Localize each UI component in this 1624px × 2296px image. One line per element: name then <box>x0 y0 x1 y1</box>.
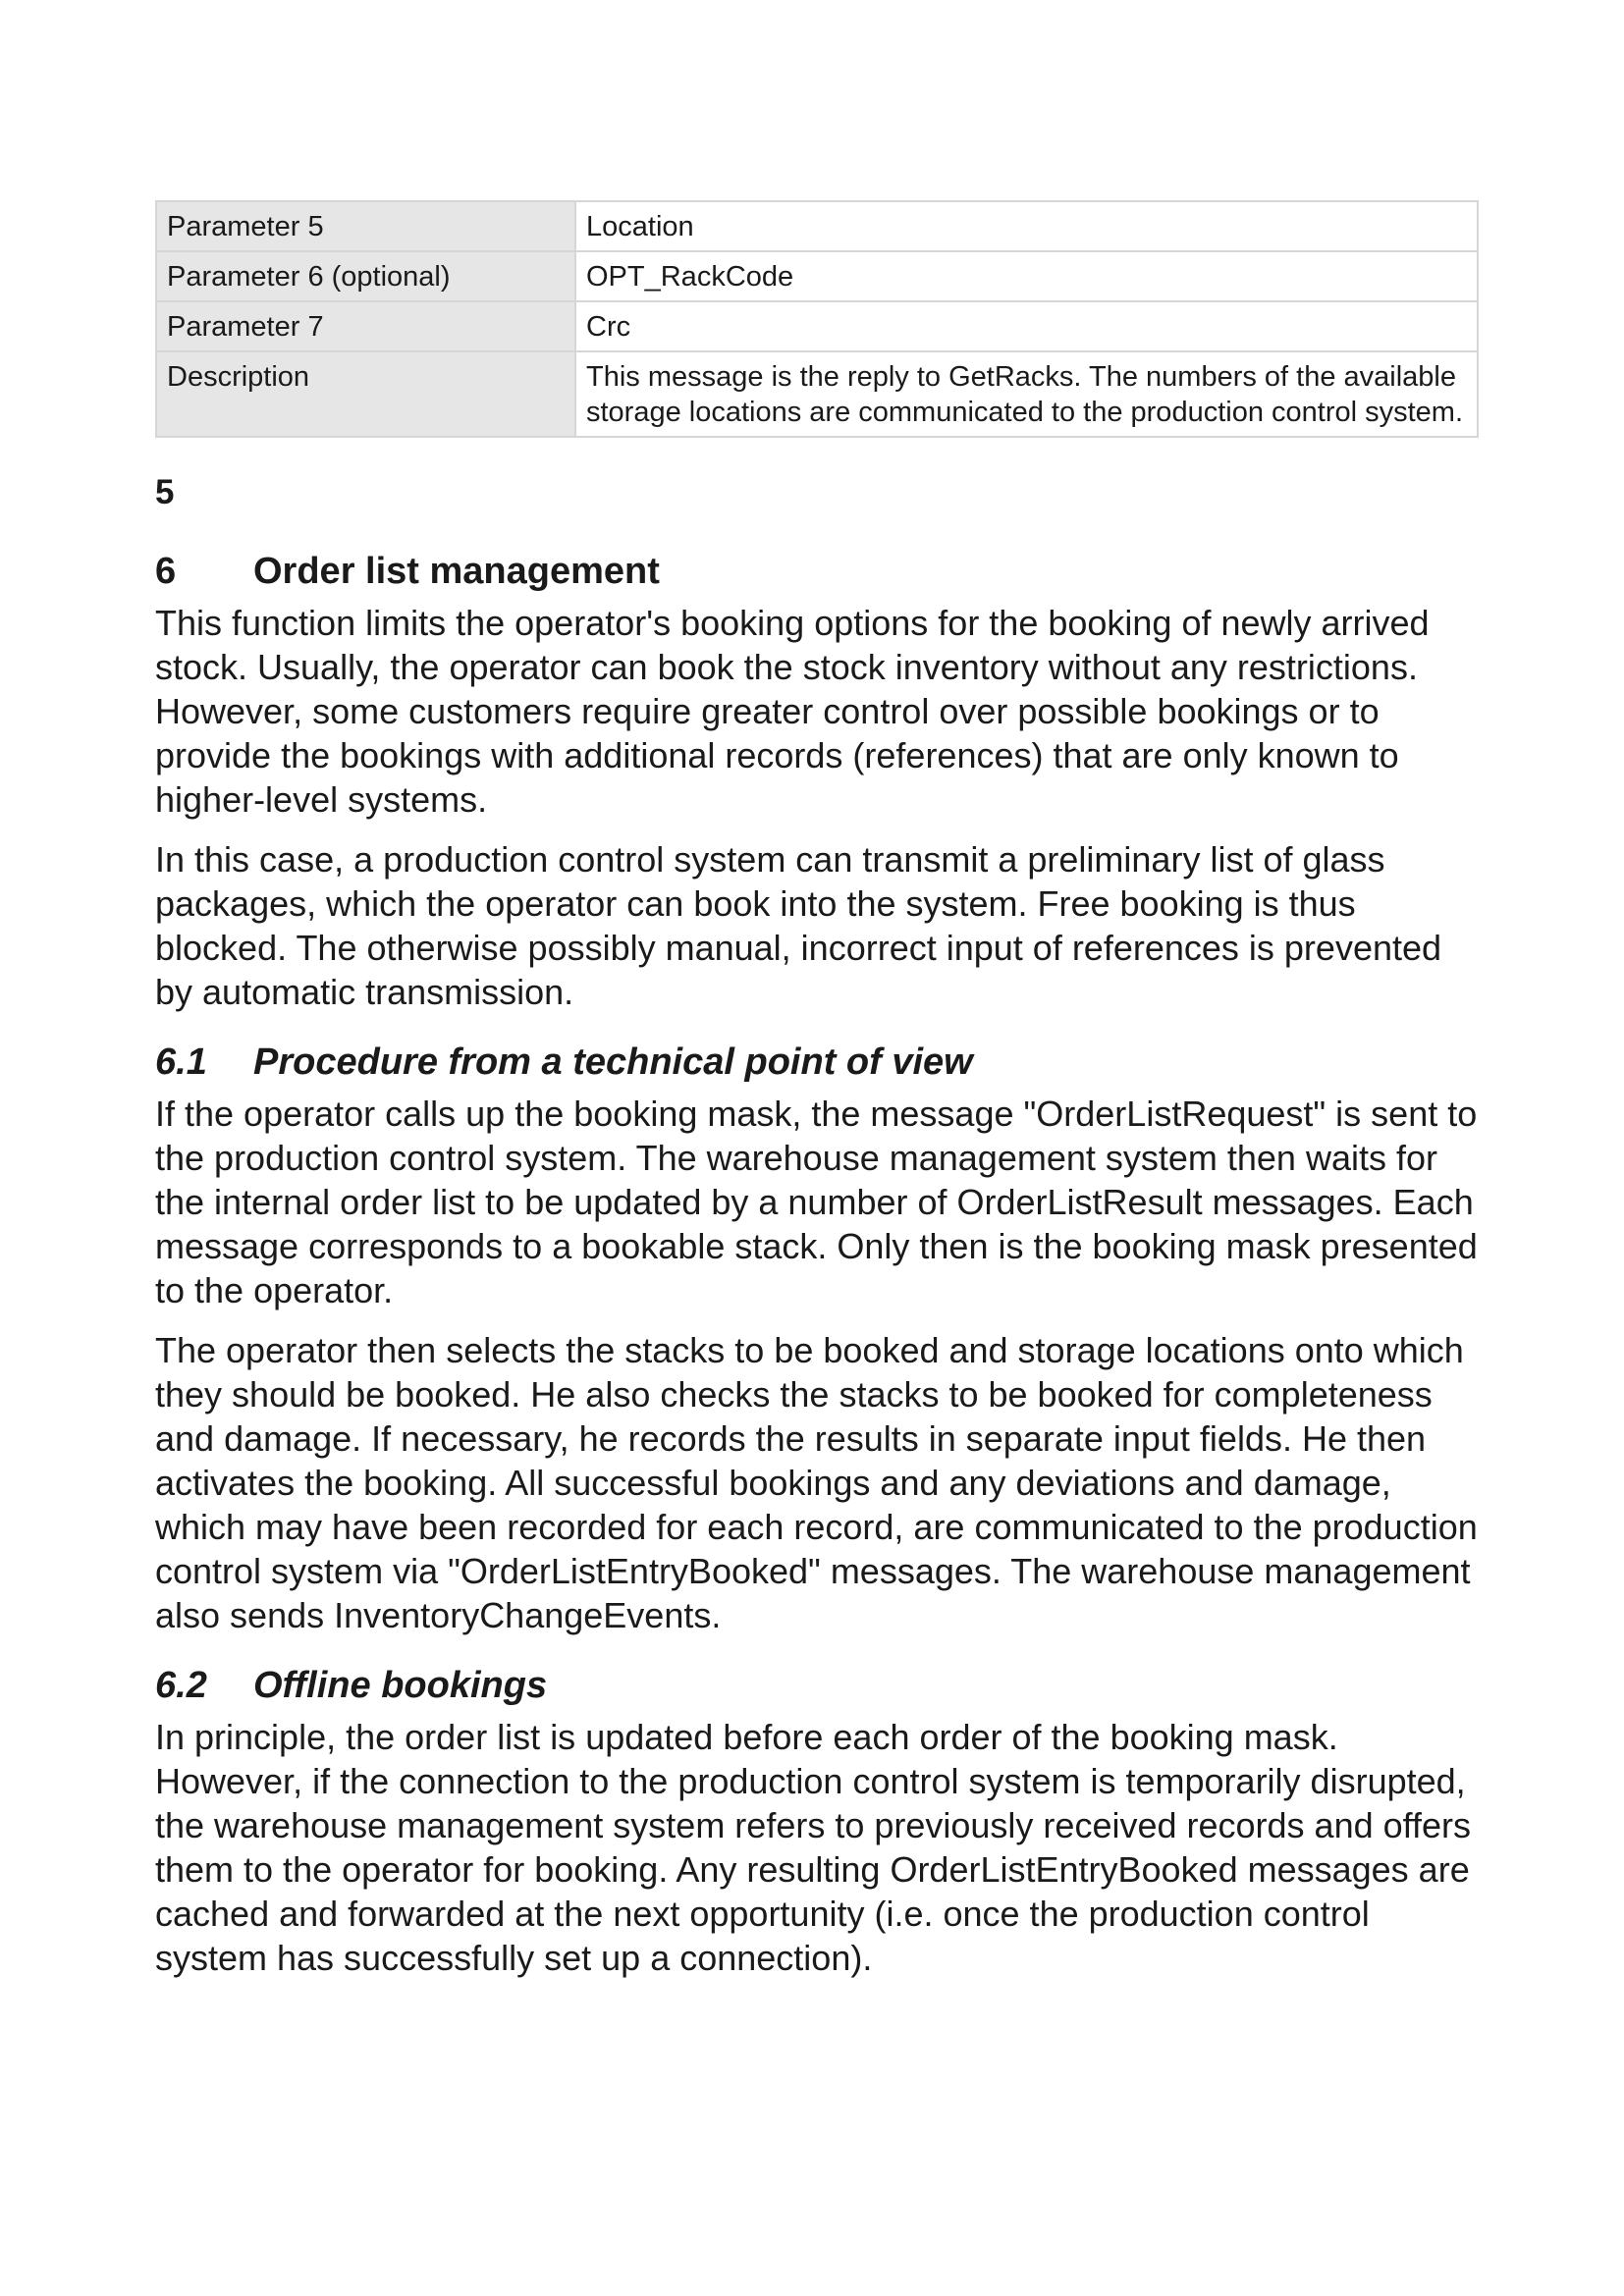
table-cell-value: Location <box>575 201 1478 251</box>
table-cell-value: OPT_RackCode <box>575 251 1478 301</box>
table-row <box>156 251 1478 301</box>
body-paragraph: If the operator calls up the booking mask, the message "OrderListRequest" is sent to the production control system. The warehouse management system then waits for the internal order list to be updated by a number of OrderListResult messages. Each message corresponds to a bookable stack. Only then is the booking mask presented to the operator. <box>155 1094 1478 1310</box>
section-heading <box>155 547 1481 596</box>
subsection-number: 6.2 <box>155 1665 207 1706</box>
document-page <box>155 200 1481 1996</box>
subsection-title: Offline bookings <box>253 1665 548 1706</box>
subsection-title: Procedure from a technical point of view <box>253 1041 973 1083</box>
section-title: Order list management <box>253 551 660 592</box>
table-cell-key: Parameter 6 (optional) <box>156 251 575 301</box>
table-row <box>156 351 1478 437</box>
body-paragraph: The operator then selects the stacks to be booked and storage locations onto which they should be booked. He also checks the stacks to be booked for completeness and damage. If necessary, he records the results in separate input fields. He then activates the booking. All successful bookings and any deviations and damage, which may have been recorded for each record, are communicated to the production control system via "OrderListEntryBooked" messages. The warehouse management also sends InventoryChangeEvents. <box>155 1330 1478 1635</box>
table-cell-key: Description <box>156 351 575 437</box>
body-paragraph: In principle, the order list is updated before each order of the booking mask. However, if the connection to the production control system is temporarily disrupted, the warehouse management system refers to previously received records and offers them to the operator for booking. Any resulting OrderListEntryBooked messages are cached and forwarded at the next opportunity (i.e. once the production control system has successfully set up a connection). <box>155 1717 1471 1978</box>
table-cell-value: Crc <box>575 301 1478 351</box>
table-cell-key: Parameter 5 <box>156 201 575 251</box>
section-number: 6 <box>155 551 177 592</box>
subsection-heading <box>155 1661 1481 1710</box>
table-cell-key: Parameter 7 <box>156 301 575 351</box>
subsection-number: 6.1 <box>155 1041 207 1083</box>
stray-section-number: 5 <box>155 473 175 511</box>
body-paragraph: This function limits the operator's booking options for the booking of newly arrived stock. Usually, the operator can book the stock inventory without any restrictions. However, some customers require greater control over possible bookings or to provide the bookings with additional records (references) that are only known to higher-level systems. <box>155 603 1430 820</box>
table-row <box>156 201 1478 251</box>
table-row <box>156 301 1478 351</box>
parameter-table <box>155 200 1479 438</box>
subsection-heading <box>155 1038 1481 1087</box>
body-paragraph: In this case, a production control system can transmit a preliminary list of glass packages, which the operator can book into the system. Free booking is thus blocked. The otherwise possibly manual, incorrect input of references is prevented by automatic transmission. <box>155 839 1442 1012</box>
table-cell-value: This message is the reply to GetRacks. The numbers of the available storage locations are communicated to the production control system. <box>575 351 1478 437</box>
